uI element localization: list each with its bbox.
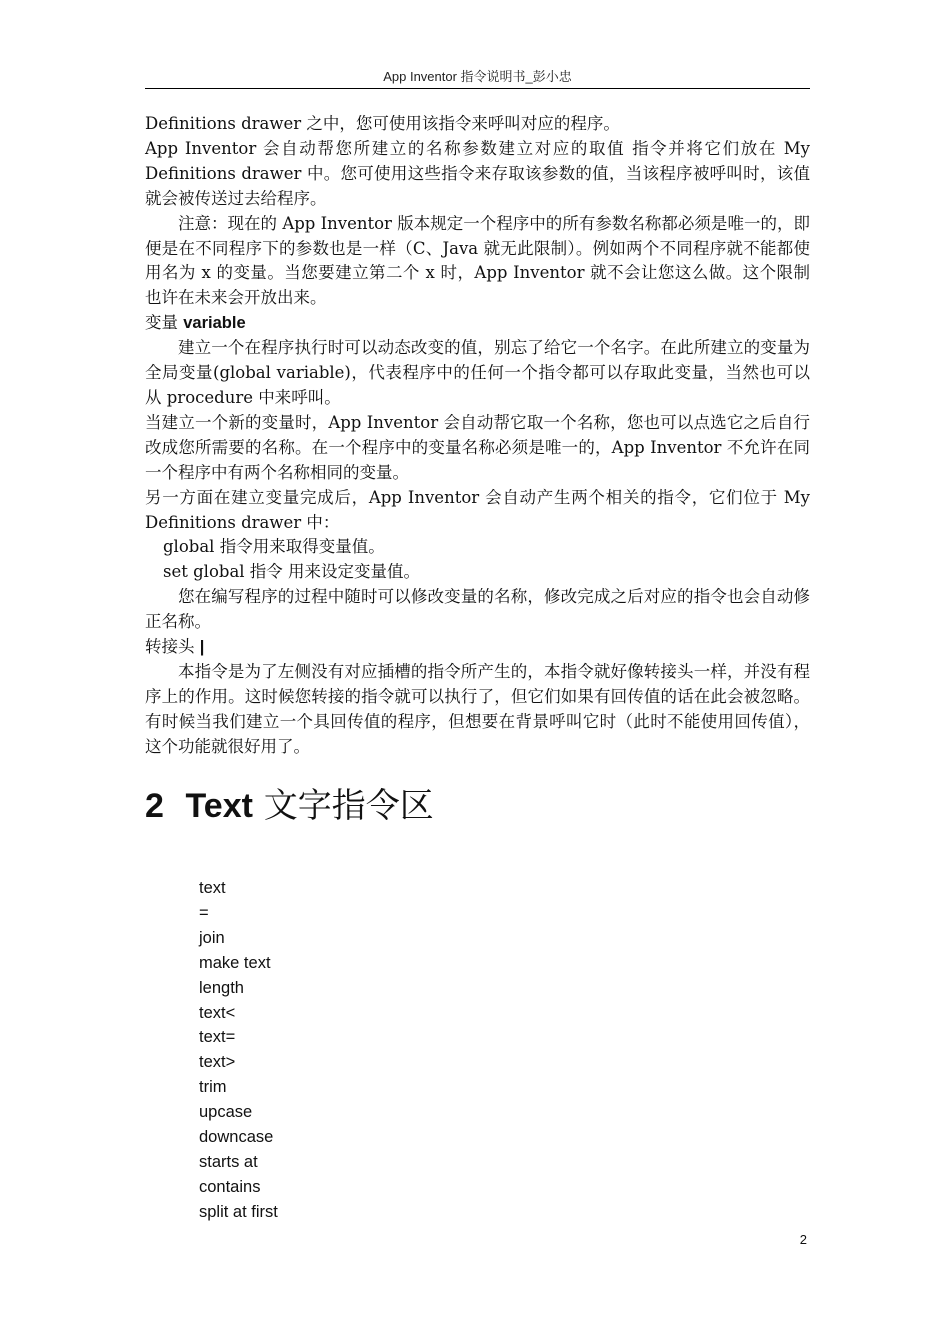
page-number: 2	[799, 1232, 807, 1247]
paragraph: 您在编写程序的过程中随时可以修改变量的名称，修改完成之后对应的指令也会自动修正名称。	[145, 587, 810, 632]
list-item: split at first	[199, 1202, 278, 1221]
list-item: =	[199, 903, 209, 922]
adapter-heading-cn: 转接头	[145, 637, 200, 657]
section-title-en: Text	[185, 787, 253, 825]
section-title-cn: 文字指令区	[263, 786, 434, 826]
list-item: starts at	[199, 1152, 258, 1171]
body-text	[145, 112, 810, 760]
paragraph: App Inventor 会自动帮您所建立的名称参数建立对应的取值 指令并将它们放在 My Definitions drawer 中。您可使用这些指令来存取该参数的值，当该程序被呼叫时，该值就会被传送过去给程序。	[145, 138, 810, 208]
adapter-heading	[145, 635, 810, 660]
paragraph: Definitions drawer 之中，您可使用该指令来呼叫对应的程序。	[145, 114, 620, 133]
command-list	[199, 876, 278, 1225]
variable-heading-cn: 变量	[145, 313, 184, 333]
paragraph: 另一方面在建立变量完成后，App Inventor 会自动产生两个相关的指令，它们位于 My Definitions drawer 中：	[145, 487, 810, 532]
paragraph: global 指令用来取得变量值。	[163, 537, 385, 557]
paragraph: 当建立一个新的变量时，App Inventor 会自动帮它取一个名称，您也可以点选它之后自行改成您所需要的名称。在一个程序中的变量名称必须是唯一的，App Inventor 不允许在同一个程序中有两个名称相同的变量。	[145, 412, 810, 482]
list-item: text<	[199, 1003, 236, 1022]
list-item: join	[199, 928, 225, 947]
paragraph: 本指令是为了左侧没有对应插槽的指令所产生的，本指令就好像转接头一样，并没有程序上的作用。这时候您转接的指令就可以执行了，但它们如果有回传值的话在此会被忽略。有时候当我们建立一个具回传值的程序，但想要在背景呼叫它时（此时不能使用回传值），这个功能就很好用了。	[145, 661, 810, 756]
list-item: make text	[199, 953, 271, 972]
list-item: downcase	[199, 1128, 274, 1147]
list-item: upcase	[199, 1103, 253, 1122]
page-header: App Inventor 指令说明书_彭小忠	[383, 69, 572, 84]
section-heading	[145, 782, 434, 830]
list-item: text>	[199, 1053, 236, 1072]
header-rule	[145, 88, 810, 89]
list-item: length	[199, 978, 244, 997]
variable-heading	[145, 311, 810, 336]
list-item: trim	[199, 1078, 227, 1097]
variable-heading-en: variable	[183, 314, 246, 333]
paragraph: 建立一个在程序执行时可以动态改变的值，别忘了给它一个名字。在此所建立的变量为全局变量(global variable)，代表程序中的任何一个指令都可以存取此变量，当然也可以从 procedure 中来呼叫。	[145, 338, 810, 407]
section-number: 2	[145, 787, 164, 825]
paragraph: 注意：现在的 App Inventor 版本规定一个程序中的所有参数名称都必须是唯一的，即便是在不同程序下的参数也是一样（C、Java 就无此限制）。例如两个不同程序就不能都使用名为 x 的变量。当您要建立第二个 x 时，App Inventor 就不会让您这么做。这个限制也许在未来会开放出来。	[145, 213, 810, 308]
adapter-heading-en: |	[199, 638, 205, 657]
list-item: contains	[199, 1177, 261, 1196]
paragraph: set global 指令 用来设定变量值。	[163, 562, 421, 582]
list-item: text=	[199, 1028, 236, 1047]
list-item: text	[199, 879, 226, 897]
